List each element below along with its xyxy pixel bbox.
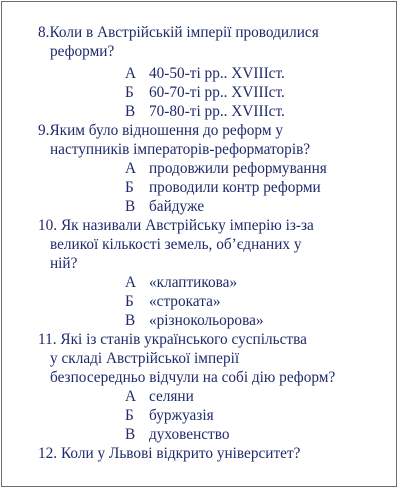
option-text: «різнокольорова» <box>149 312 264 329</box>
option-letter: А <box>125 160 137 177</box>
option-text: 40-50-ті рр.. XVIIIст. <box>149 65 285 82</box>
option-letter: В <box>125 426 136 443</box>
option-text: буржуазія <box>149 407 214 424</box>
question-10-line-1: 10. Як називали Австрійську імперію із-за <box>38 217 314 234</box>
option-letter: Б <box>125 179 134 196</box>
option-letter: А <box>125 274 137 291</box>
option-text: продовжили реформування <box>149 160 327 177</box>
question-11-line-1: 11. Які із станів українського суспільства <box>38 331 307 348</box>
question-8-line-1: 8.Коли в Австрійській імперії проводилися <box>38 24 319 41</box>
option-letter: В <box>125 103 136 120</box>
option-text: 60-70-ті рр.. XVIIIст. <box>149 84 285 101</box>
question-11-line-3: безпосередньо відчули на собі дію реформ? <box>50 369 336 386</box>
question-9-line-1: 9.Яким було відношення до реформ у <box>38 122 283 139</box>
option-text: байдуже <box>149 198 205 215</box>
question-10-line-2: великої кількості земель, об’єднаних у <box>50 236 302 253</box>
question-8-line-2: реформи? <box>50 43 115 60</box>
option-text: проводили контр реформи <box>149 179 321 196</box>
option-letter: А <box>125 65 137 82</box>
option-text: селяни <box>149 388 194 405</box>
option-letter: В <box>125 198 136 215</box>
question-11-line-2: у складі Австрійської імперії <box>50 350 240 367</box>
question-9-line-2: наступників імператорів-реформаторів? <box>50 141 311 158</box>
option-letter: А <box>125 388 137 405</box>
question-10-line-3: ній? <box>50 255 78 272</box>
option-text: «клаптикова» <box>149 274 238 291</box>
option-text: «строката» <box>149 293 221 310</box>
question-12-line-1: 12. Коли у Львові відкрито університет? <box>38 445 301 462</box>
option-letter: В <box>125 312 136 329</box>
option-letter: Б <box>125 407 134 424</box>
option-letter: Б <box>125 84 134 101</box>
option-text: 70-80-ті рр.. XVIIIст. <box>149 103 285 120</box>
option-letter: Б <box>125 293 134 310</box>
option-text: духовенство <box>149 426 230 443</box>
